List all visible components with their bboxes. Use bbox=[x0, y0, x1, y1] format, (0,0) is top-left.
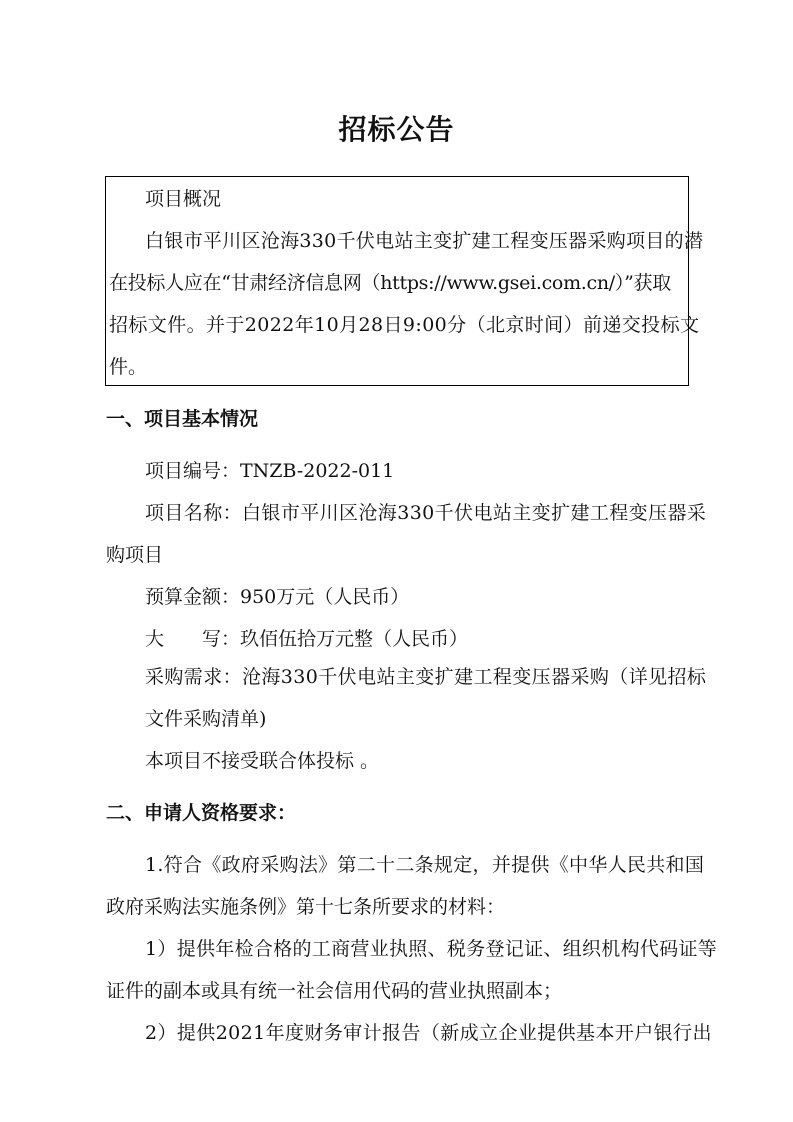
document-title: 招标公告 bbox=[338, 113, 455, 146]
requirement-line: 采购需求：沧海330千伏电站主变扩建工程变压器采购（详见招标 bbox=[145, 666, 707, 688]
qualification-item-1: 政府采购法实施条例》第十七条所要求的材料： bbox=[106, 896, 506, 918]
project-name-line: 项目名称：白银市平川区沧海330千伏电站主变扩建工程变压器采 bbox=[145, 502, 707, 524]
summary-line: 在投标人应在“甘肃经济信息网（https://www.gsei.com.cn/）”获取 bbox=[109, 272, 671, 294]
summary-line: 白银市平川区沧海330千伏电站主变扩建工程变压器采购项目的潜 bbox=[145, 230, 704, 252]
qualification-item-1: 1.符合《政府采购法》第二十二条规定，并提供《中华人民共和国 bbox=[145, 854, 705, 876]
qualification-item-3: 2）提供2021年度财务审计报告（新成立企业提供基本开户银行出 bbox=[145, 1022, 712, 1044]
project-name-line: 购项目 bbox=[106, 544, 164, 566]
project-number: 项目编号：TNZB-2022-011 bbox=[145, 460, 395, 482]
consortium-note: 本项目不接受联合体投标 。 bbox=[145, 750, 380, 772]
section-heading-basic-info: 一、项目基本情况 bbox=[106, 408, 259, 430]
summary-heading: 项目概况 bbox=[145, 188, 222, 210]
summary-line: 件。 bbox=[109, 356, 148, 378]
budget-amount: 预算金额：950万元（人民币） bbox=[145, 586, 410, 608]
qualification-item-2: 证件的副本或具有统一社会信用代码的营业执照副本； bbox=[106, 980, 563, 1002]
budget-capital-label: 大 写： bbox=[145, 628, 241, 650]
section-heading-qualification: 二、申请人资格要求： bbox=[106, 802, 297, 824]
summary-line: 招标文件。并于2022年10月28日9:00分（北京时间）前递交投标文 bbox=[109, 314, 700, 336]
qualification-item-2: 1）提供年检合格的工商营业执照、税务登记证、组织机构代码证等 bbox=[145, 938, 718, 960]
budget-capital-value: 玖佰伍拾万元整（人民币） bbox=[240, 628, 469, 650]
requirement-line: 文件采购清单) bbox=[145, 708, 267, 730]
